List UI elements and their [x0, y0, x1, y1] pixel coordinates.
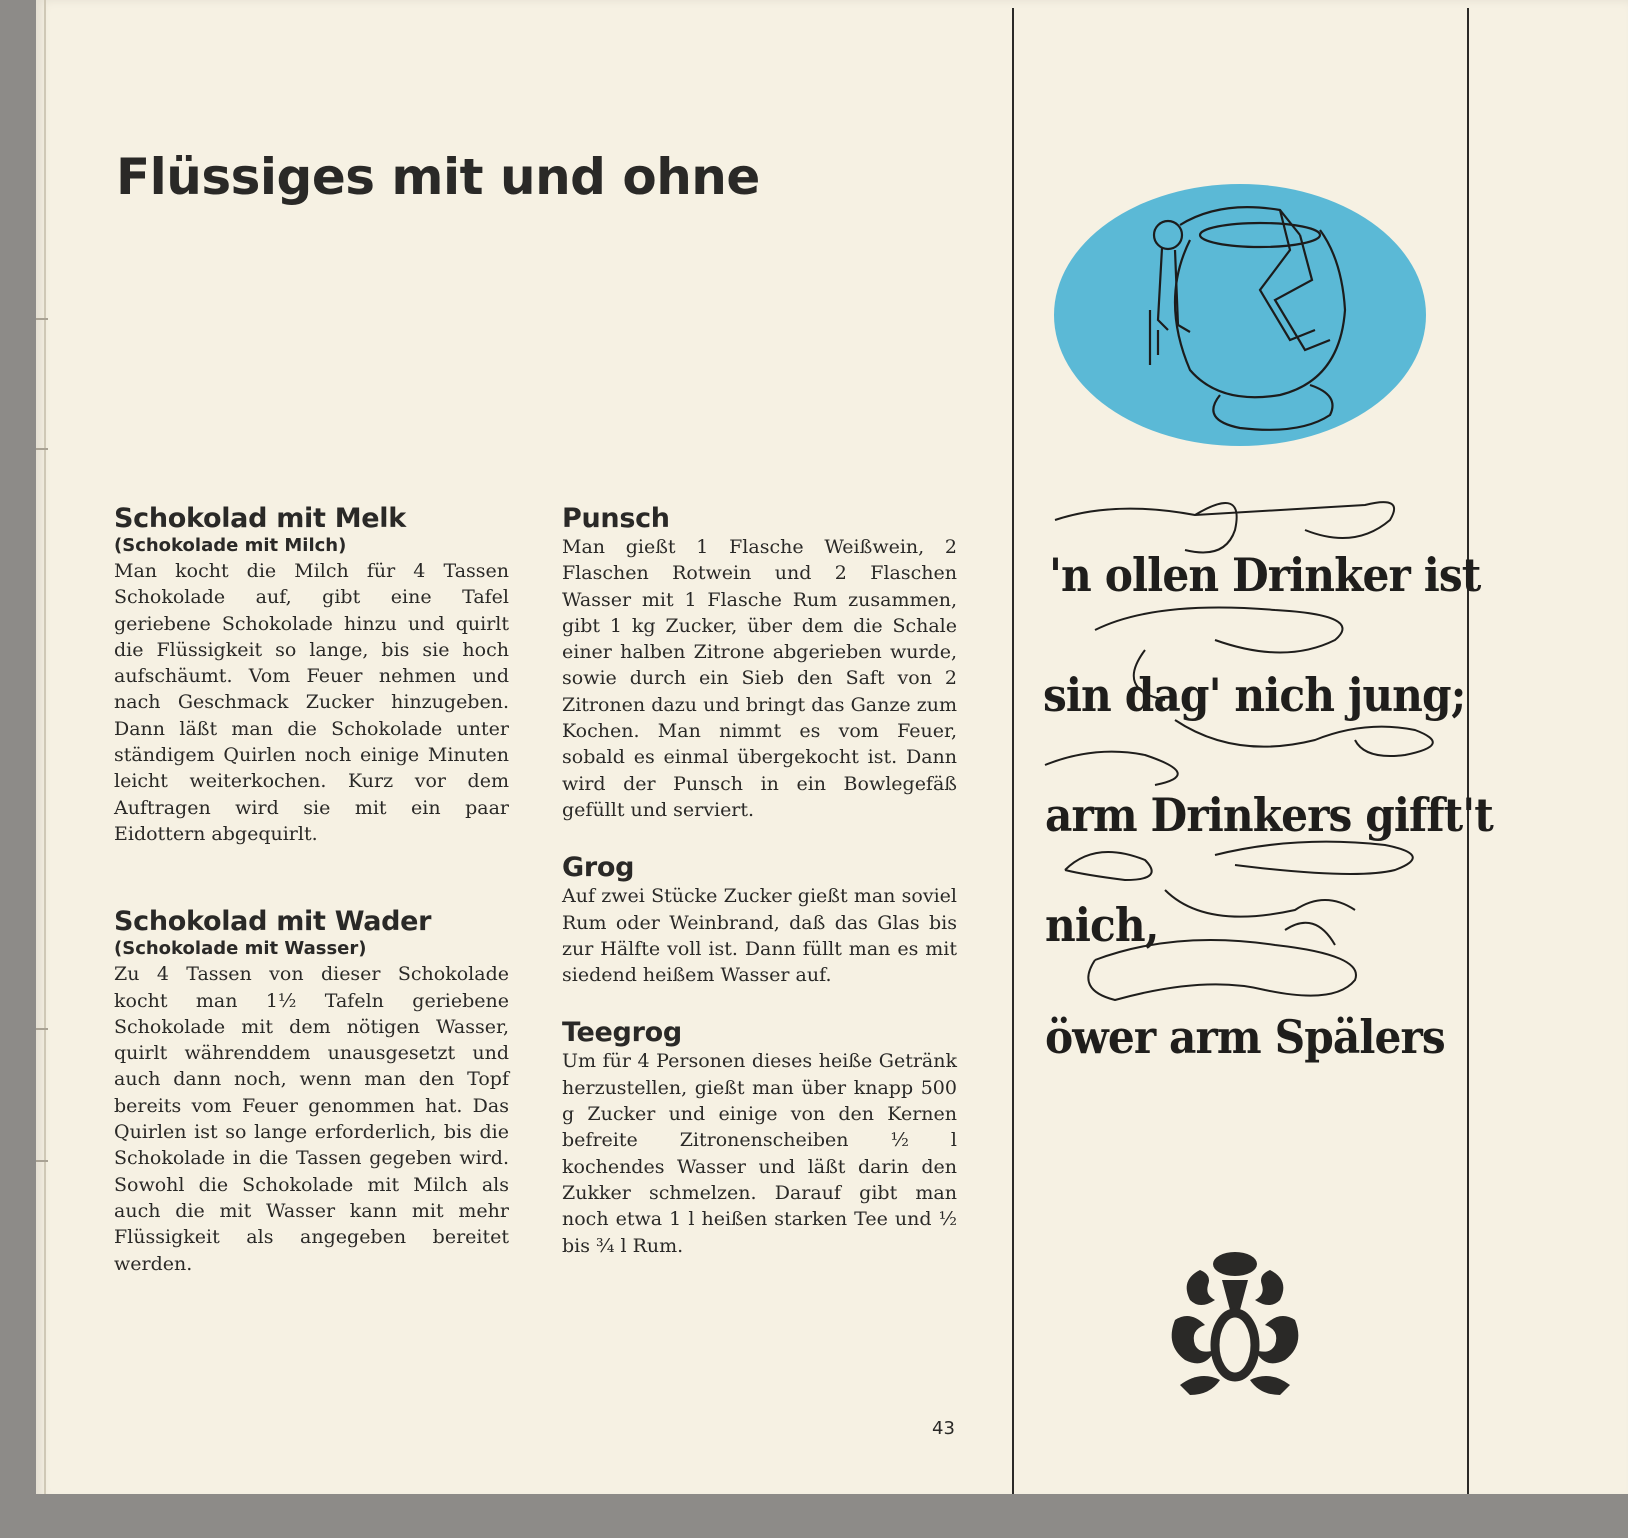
verse-line: 'n ollen Drinker ist — [1049, 548, 1481, 602]
recipe-text: Zu 4 Tassen von dieser Schokolade kocht man 1½ Tafeln geriebene Schokolade mit dem nötigen Wasser, quirlt währenddem unausgesetzt und auch dann noch, wenn man den Topf bereits vom Feuer genommen hat. Das Quirlen ist so lange erforderlich, bis die Schokolade in die Tassen gegeben wird. Sowohl die Schokolade mit Milch als auch die mit Wasser kann mit mehr Flüssigkeit als angegeben bereitet werden. — [114, 963, 509, 1275]
recipe-block — [114, 504, 509, 847]
verse-line: sin dag' nich jung; — [1043, 668, 1466, 722]
verse-line: nich, — [1045, 898, 1159, 952]
column-rule — [1012, 8, 1014, 1500]
drunkard-in-glass-illustration — [1050, 180, 1430, 460]
recipe-text: Man gießt 1 Flasche Weißwein, 2 Flaschen Rotwein und 2 Flaschen Wasser mit 1 Flasche Rum zusammen, gibt 1 kg Zucker, über dem die Schale einer halben Zitrone abgerieben wurde, sowie durch ein Sieb den Saft von 2 Zitronen dazu und bringt das Ganze zum Kochen. Man nimmt es vom Feuer, sobald es einmal übergekocht ist. Dann wird der Punsch in ein Bowlegefäß gefüllt und serviert. — [562, 536, 957, 821]
recipe-column-left — [114, 504, 509, 1311]
binding-stitch — [36, 448, 48, 450]
recipe-subheading: (Schokolade mit Milch) — [114, 535, 347, 556]
recipe-heading: Punsch — [562, 503, 670, 534]
column-rule — [1467, 8, 1469, 1500]
recipe-block — [562, 853, 957, 988]
recipe-heading: Grog — [562, 852, 635, 884]
binding-stitch — [36, 1028, 48, 1030]
recipe-column-right — [562, 504, 957, 1293]
binding-stitch — [36, 1160, 48, 1162]
verse-line: öwer arm Spälers — [1045, 1010, 1445, 1064]
recipe-text: Auf zwei Stücke Zucker gießt man soviel Rum oder Weinbrand, daß das Glas bis zur Hälfte voll ist. Dann füllt man es mit siedend heißem Wasser auf. — [562, 885, 957, 987]
page-title: Flüssiges mit und ohne — [116, 148, 760, 206]
recipe-heading: Teegrog — [562, 1017, 682, 1049]
binding-stitch — [36, 318, 48, 320]
floral-ornament-icon — [1160, 1250, 1310, 1400]
recipe-heading: Schokolad mit Melk — [114, 503, 406, 534]
page-number: 43 — [932, 1418, 955, 1439]
spine-line — [44, 0, 46, 1500]
recipe-block — [562, 1018, 957, 1258]
recipe-block — [114, 907, 509, 1277]
verse-line: arm Drinkers gifft't — [1045, 788, 1493, 842]
page-bottom-edge — [0, 1494, 1628, 1538]
recipe-text: Um für 4 Personen dieses heiße Getränk herzustellen, gießt man über knapp 500 g Zucker und einige von den Kernen befreite Zitronenscheiben ½ l kochendes Wasser und läßt darin den Zukker schmelzen. Darauf gibt man noch etwa 1 l heißen starken Tee und ½ bis ¾ l Rum. — [562, 1050, 957, 1257]
recipe-text: Man kocht die Milch für 4 Tassen Schokolade auf, gibt eine Tafel geriebene Schokolade hinzu und quirlt die Flüssigkeit so lange, bis sie hoch aufschäumt. Vom Feuer nehmen und nach Geschmack Zucker hinzugeben. Dann läßt man die Schokolade unter ständigem Quirlen noch einige Minuten leicht weiterkochen. Kurz vor dem Auftragen wird sie mit ein paar Eidottern abgequirlt. — [114, 560, 509, 845]
recipe-block — [562, 504, 957, 823]
recipe-heading: Schokolad mit Wader — [114, 906, 432, 938]
recipe-subheading: (Schokolade mit Wasser) — [114, 938, 367, 960]
